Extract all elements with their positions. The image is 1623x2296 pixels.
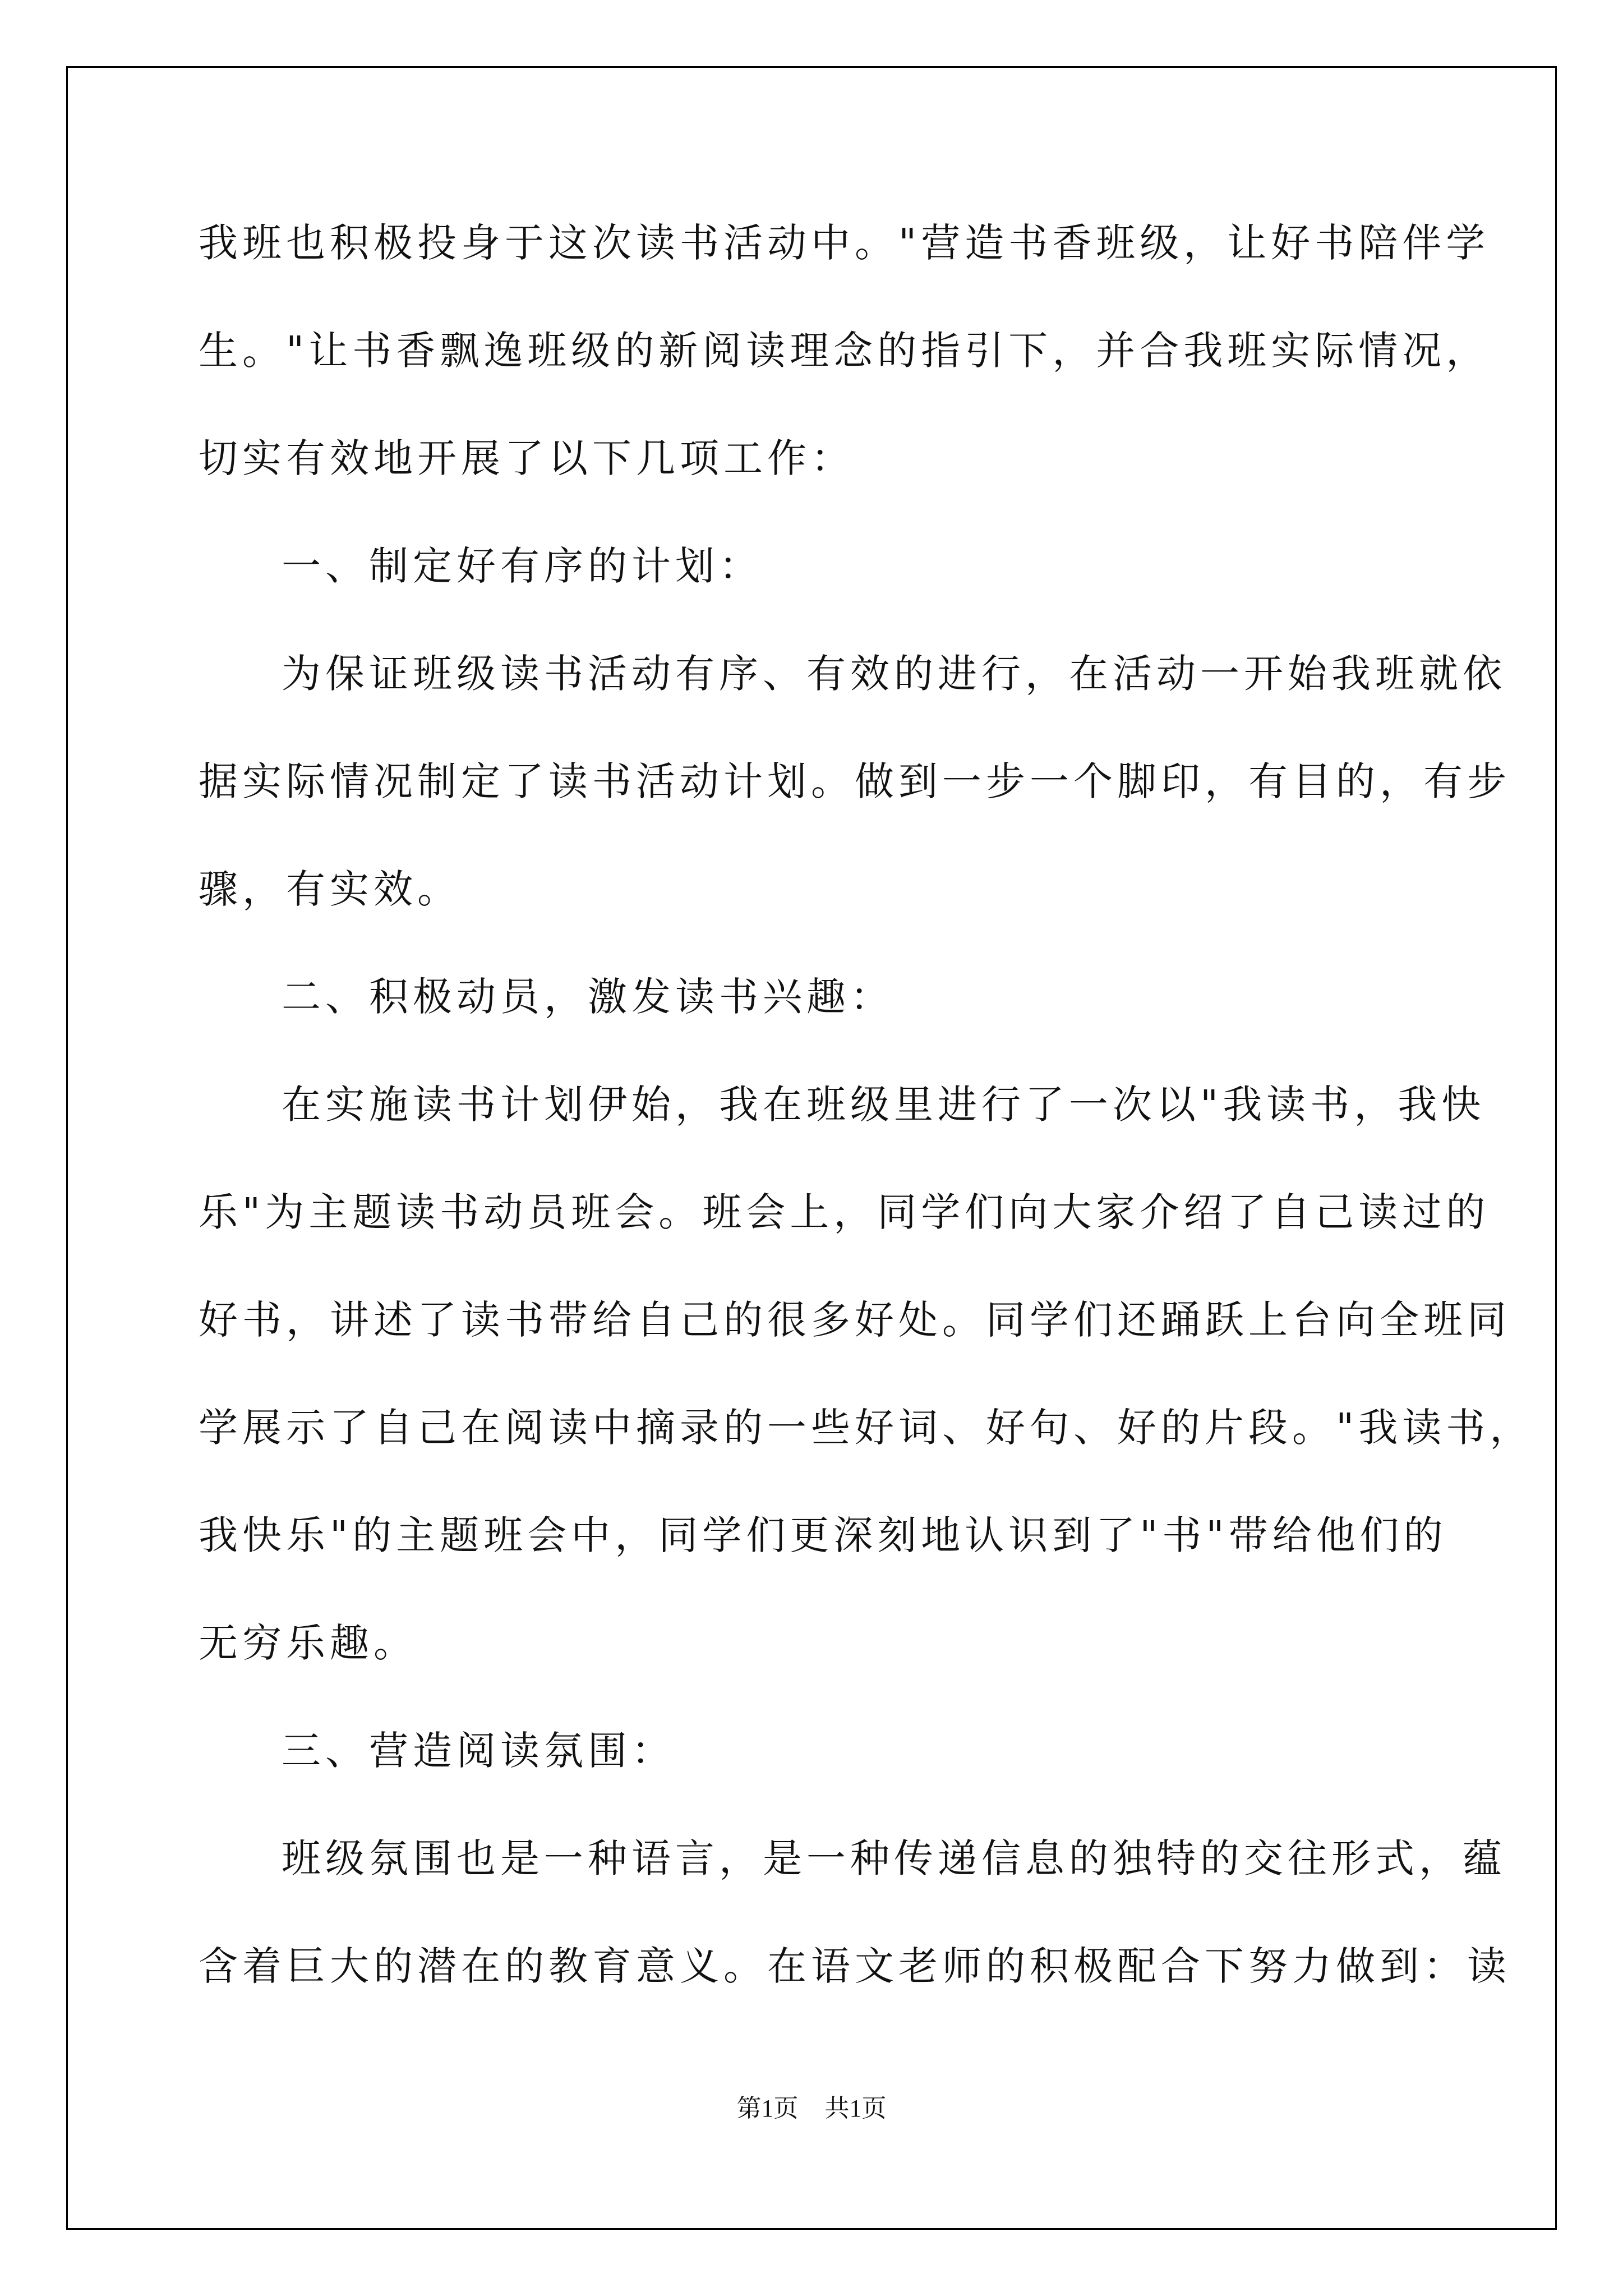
text-line: 好书，讲述了读书带给自己的很多好处。同学们还踊跃上台向全班同 — [199, 1297, 1511, 1343]
text-line: 生。"让书香飘逸班级的新阅读理念的指引下，并合我班实际情况， — [199, 328, 1490, 374]
text-line: 学展示了自己在阅读中摘录的一些好词、好句、好的片段。"我读书， — [199, 1405, 1534, 1451]
text-line: 骤，有实效。 — [199, 866, 461, 912]
page-number: 第1页 — [736, 2095, 799, 2122]
text-line: 据实际情况制定了读书活动计划。做到一步一个脚印，有目的，有步 — [199, 758, 1511, 804]
section-heading: 一、制定好有序的计划： — [282, 543, 763, 589]
text-line: 我班也积极投身于这次读书活动中。"营造书香班级，让好书陪伴学 — [199, 220, 1490, 266]
text-line: 乐"为主题读书动员班会。班会上，同学们向大家介绍了自己读过的 — [199, 1189, 1490, 1235]
page-footer — [0, 2088, 1623, 2124]
section-heading: 三、营造阅读氛围： — [282, 1728, 675, 1774]
text-line: 切实有效地开展了以下几项工作： — [199, 435, 855, 481]
text-line: 班级氛围也是一种语言，是一种传递信息的独特的交往形式，蕴 — [282, 1835, 1506, 1881]
text-line: 我快乐"的主题班会中，同学们更深刻地认识到了"书"带给他们的 — [199, 1512, 1447, 1558]
page-border — [66, 66, 1557, 2230]
text-line: 为保证班级读书活动有序、有效的进行，在活动一开始我班就依 — [282, 651, 1506, 697]
text-line: 在实施读书计划伊始，我在班级里进行了一次以"我读书，我快 — [282, 1082, 1486, 1128]
section-heading: 二、积极动员，激发读书兴趣： — [282, 974, 894, 1020]
page-total: 共1页 — [824, 2095, 887, 2122]
text-line: 无穷乐趣。 — [199, 1620, 417, 1666]
text-line: 含着巨大的潜在的教育意义。在语文老师的积极配合下努力做到：读 — [199, 1943, 1511, 1989]
